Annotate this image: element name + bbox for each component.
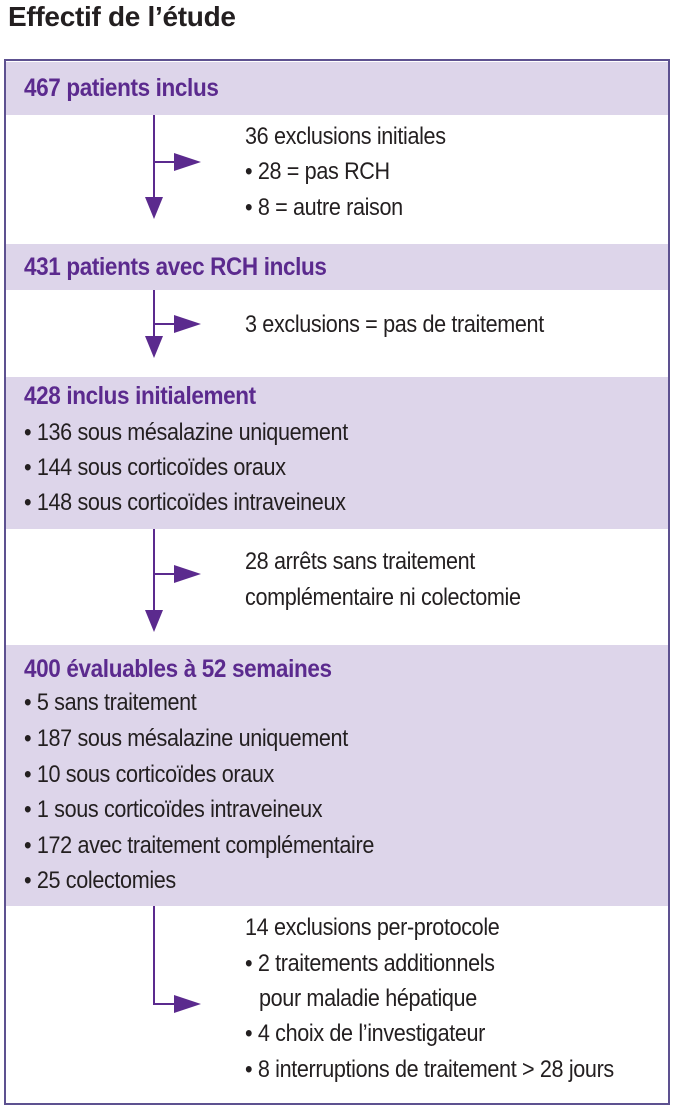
- box-line: • 25 colectomies: [24, 867, 176, 894]
- exclusion-note: pour maladie hépatique: [259, 985, 477, 1012]
- flow-box-400-evaluables: [6, 645, 668, 906]
- box-line: • 148 sous corticoïdes intraveineux: [24, 489, 346, 516]
- exclusion-note: • 2 traitements additionnels: [245, 950, 495, 977]
- exclusion-note: 36 exclusions initiales: [245, 123, 446, 150]
- flow-box-467-inclus: [6, 62, 668, 115]
- box-line: • 1 sous corticoïdes intraveineux: [24, 796, 323, 823]
- exclusion-note: complémentaire ni colectomie: [245, 584, 521, 611]
- box-line: • 10 sous corticoïdes oraux: [24, 761, 274, 788]
- exclusion-note: • 4 choix de l’investigateur: [245, 1020, 486, 1047]
- exclusion-note: 28 arrêts sans traitement: [245, 548, 475, 575]
- flow-box-431-rch: [6, 244, 668, 290]
- box-heading: 431 patients avec RCH inclus: [24, 253, 327, 281]
- exclusion-note: 3 exclusions = pas de traitement: [245, 311, 544, 338]
- box-line: • 5 sans traitement: [24, 689, 197, 716]
- box-heading: 428 inclus initialement: [24, 382, 256, 410]
- flow-box-428-initial: [6, 377, 668, 529]
- exclusion-note: • 28 = pas RCH: [245, 158, 390, 185]
- box-line: • 172 avec traitement complémentaire: [24, 832, 374, 859]
- box-line: • 187 sous mésalazine uniquement: [24, 725, 348, 752]
- exclusion-note: 14 exclusions per-protocole: [245, 914, 500, 941]
- box-line: • 144 sous corticoïdes oraux: [24, 454, 286, 481]
- exclusion-note: • 8 interruptions de traitement > 28 jours: [245, 1056, 614, 1083]
- exclusion-note: • 8 = autre raison: [245, 194, 403, 221]
- page-title: Effectif de l’étude: [8, 1, 236, 32]
- box-line: • 136 sous mésalazine uniquement: [24, 419, 348, 446]
- box-heading: 467 patients inclus: [24, 74, 219, 102]
- box-heading: 400 évaluables à 52 semaines: [24, 655, 332, 683]
